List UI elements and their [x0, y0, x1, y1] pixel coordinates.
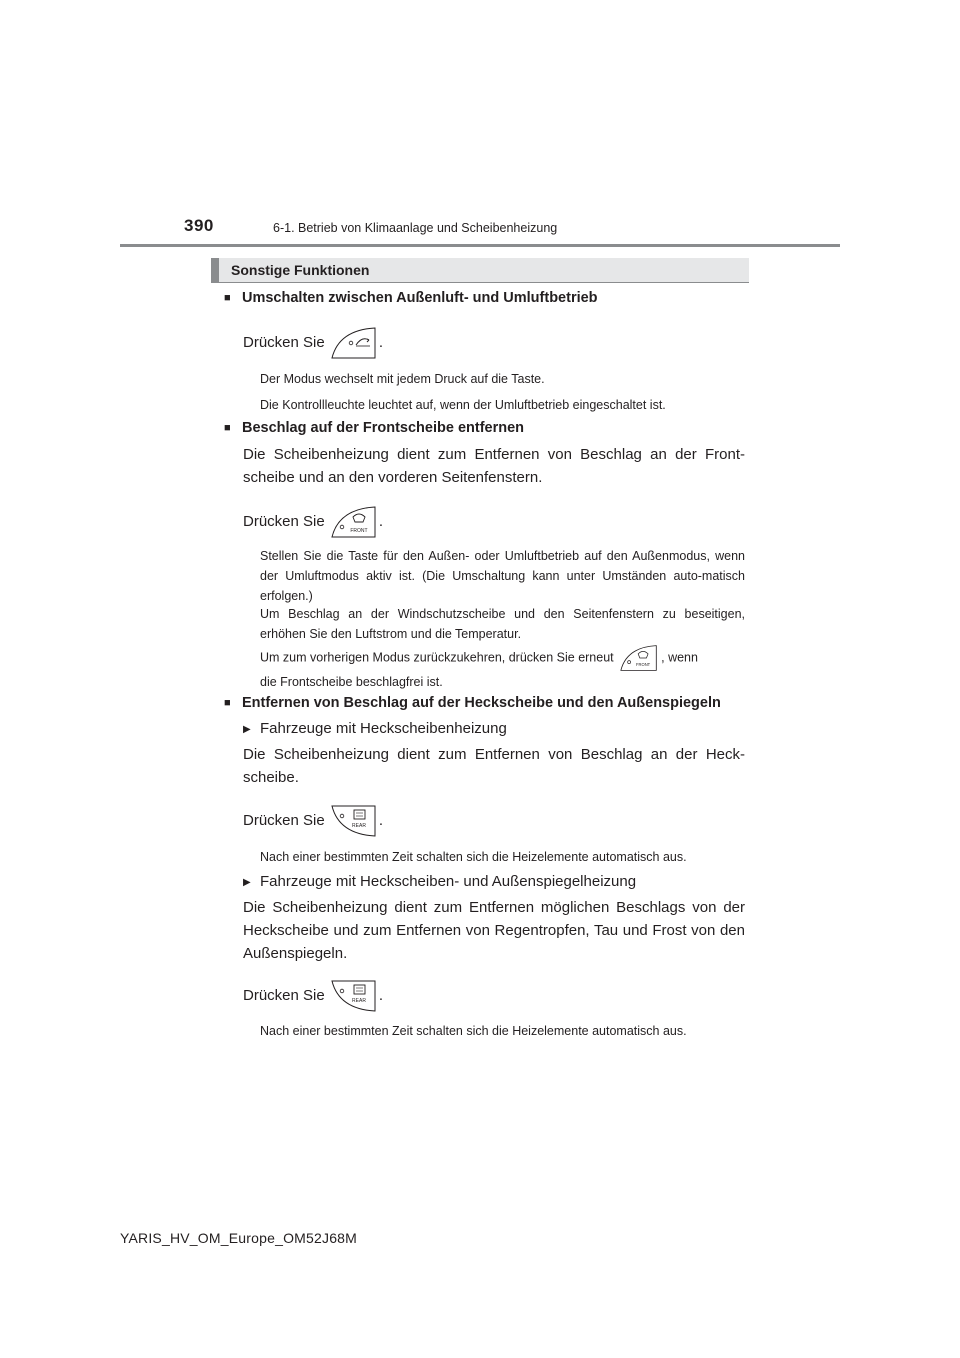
page-number: 390 [184, 216, 214, 235]
press-line-front: Drücken Sie FRONT . [243, 505, 745, 539]
front-label: FRONT [636, 662, 651, 668]
square-bullet-icon: ■ [224, 292, 231, 304]
body-rear-2: Die Scheibenheizung dient zum Entfernen möglichen Beschlags von der Heckscheibe und zum Entfernen von Regentropfen, Tau und Frost von den Außenspiegeln. [243, 899, 745, 962]
rear-defogger-button-icon [329, 804, 379, 838]
note-rear-2: Nach einer bestimmten Zeit schalten sich die Heizelemente automatisch aus. [260, 1024, 687, 1038]
front-defroster-button-icon [329, 505, 379, 539]
note-recirc-1: Der Modus wechselt mit jedem Druck auf die Taste. [260, 372, 545, 386]
box-title [211, 258, 749, 282]
rear-defogger-button-icon [329, 979, 379, 1013]
heading-rear-defog: ■ Entfernen von Beschlag auf der Heckscheibe und den Außenspiegeln [224, 695, 721, 711]
variant-rear-only: ▶ Fahrzeuge mit Heckscheibenheizung [243, 720, 507, 737]
box-title-text: Sonstige Funktionen [231, 262, 370, 278]
press-line-rear-1: Drücken Sie REAR . [243, 804, 745, 838]
header-rule [120, 244, 840, 247]
footer-doc-id: YARIS_HV_OM_Europe_OM52J68M [120, 1230, 358, 1246]
rear-label: REAR [351, 998, 366, 1004]
note-front-2: Um Beschlag an der Windschutzscheibe und den Seitenfenstern zu beseitigen, erhöhen Sie den Luftstrom und die Temperatur. [260, 607, 745, 641]
heading-front-defog: ■ Beschlag auf der Frontscheibe entfernen [224, 420, 525, 436]
press-line-rear-2: Drücken Sie REAR . [243, 979, 745, 1013]
note-recirc-2: Die Kontrollleuchte leuchtet auf, wenn der Umluftbetrieb eingeschaltet ist. [260, 398, 666, 412]
heading-recirculation: ■ Umschalten zwischen Außenluft- und Umluftbetrieb [224, 290, 598, 306]
recirculation-button-icon [329, 326, 379, 360]
note-front-1: Stellen Sie die Taste für den Außen- oder Umluftbetrieb auf den Außenmodus, wenn der Umluftmodus aktiv ist. (Die Umschaltung kann unter Umständen auto-matisch erfolgen.) [260, 549, 745, 603]
box-underline [211, 282, 749, 283]
square-bullet-icon: ■ [224, 697, 231, 709]
triangle-bullet-icon: ▶ [243, 877, 251, 888]
variant-rear-and-mirrors: ▶ Fahrzeuge mit Heckscheiben- und Außenspiegelheizung [243, 873, 637, 890]
body-rear-1: Die Scheibenheizung dient zum Entfernen von Beschlag an der Heck-scheibe. [243, 746, 745, 786]
note-front-3: Um zum vorherigen Modus zurückzukehren, drücken Sie erneut FRONT , wenn die Frontscheibe beschlagfrei ist. [260, 644, 745, 692]
triangle-bullet-icon: ▶ [243, 724, 251, 735]
front-defroster-button-icon [617, 644, 661, 672]
note-rear-1: Nach einer bestimmten Zeit schalten sich die Heizelemente automatisch aus. [260, 850, 687, 864]
body-front: Die Scheibenheizung dient zum Entfernen von Beschlag an der Front-scheibe und an den vorderen Seitenfenstern. [243, 446, 745, 486]
section-title: 6-1. Betrieb von Klimaanlage und Scheibenheizung [273, 221, 558, 235]
rear-label: REAR [351, 823, 366, 829]
front-label: FRONT [350, 528, 368, 534]
press-line-recirc: Drücken Sie . [243, 326, 745, 360]
square-bullet-icon: ■ [224, 422, 231, 434]
